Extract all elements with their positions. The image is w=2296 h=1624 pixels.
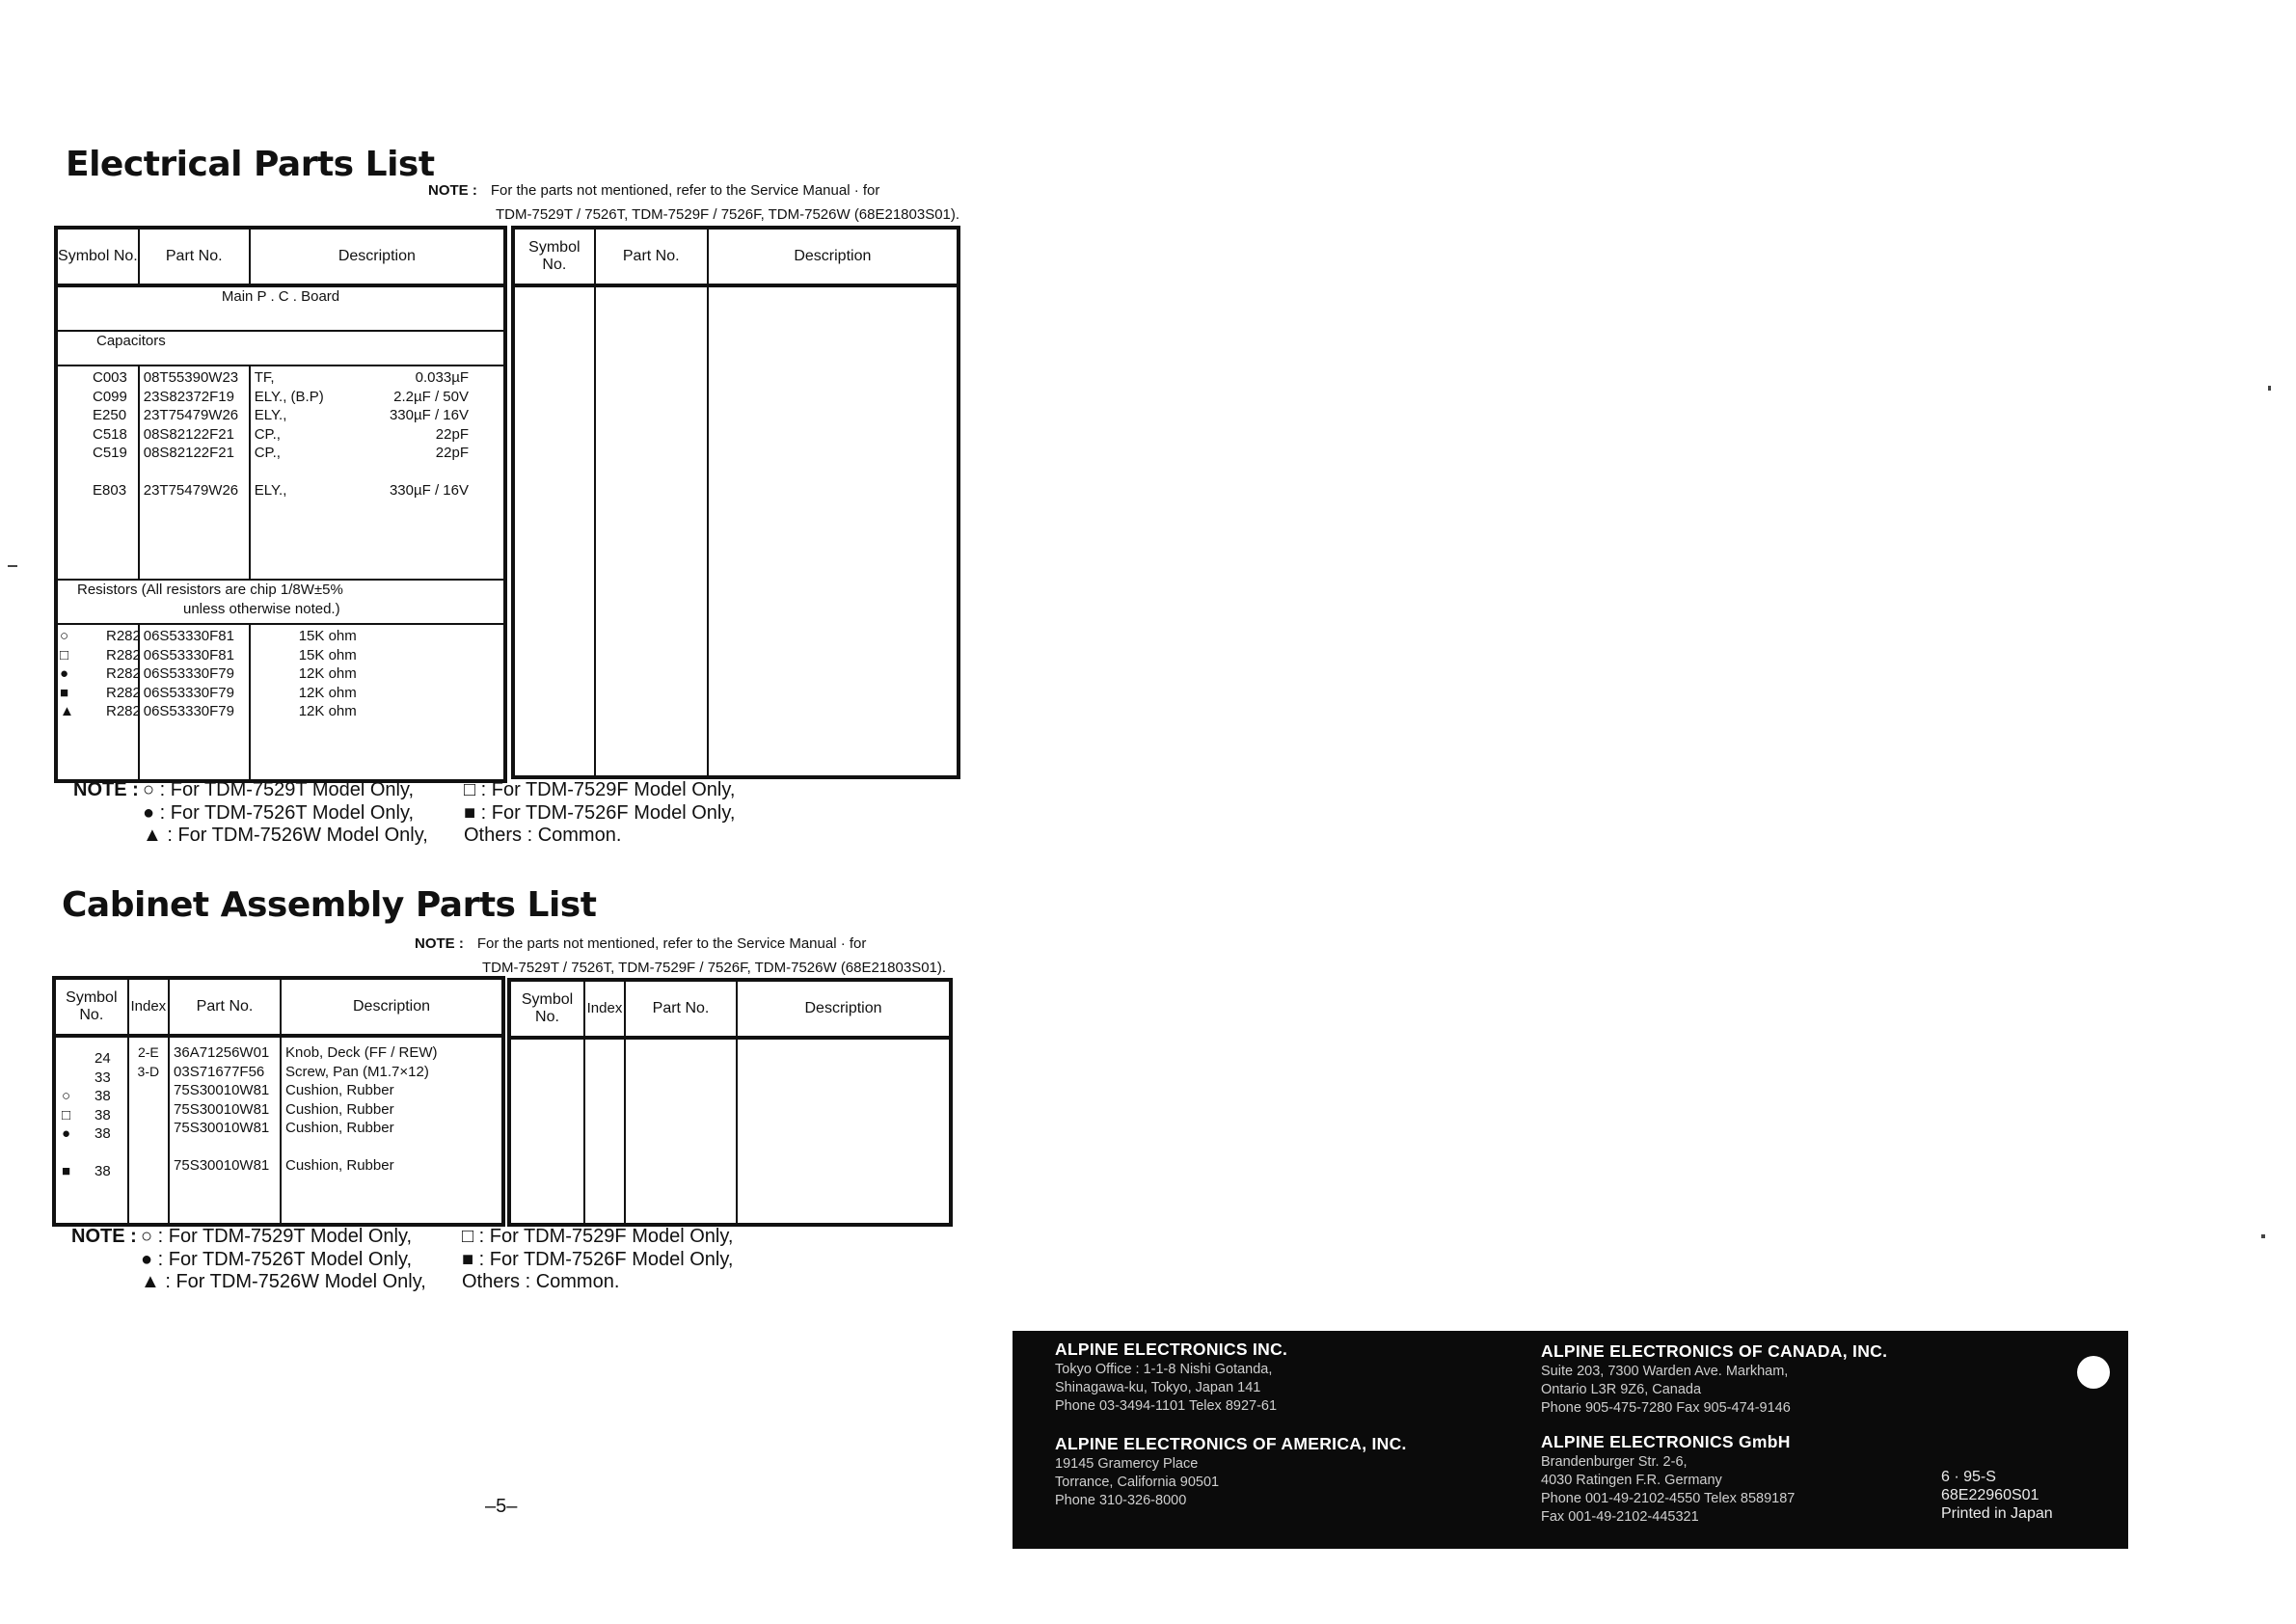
document-number: 68E22960S01: [1941, 1487, 2039, 1503]
legend-7529f: □ : For TDM-7529F Model Only,: [462, 1226, 734, 1247]
header-description-right: Description: [737, 980, 951, 1038]
cab-symbol: 38: [95, 1125, 111, 1142]
cab-part-no: 36A71256W01: [174, 1044, 270, 1061]
res-desc-col: [250, 624, 505, 781]
cabinet-note: [415, 932, 946, 980]
alpine-gmbh-address: [1541, 1431, 1795, 1527]
res-num-col: [56, 624, 139, 781]
cab-description: Cushion, Rubber: [285, 1082, 394, 1098]
header-description-right: Description: [708, 228, 959, 285]
cap-type: TF,: [254, 369, 275, 386]
cabinet-parts-table-right: [507, 978, 953, 1227]
address-line: Tokyo Office : 1-1-8 Nishi Gotanda,: [1055, 1362, 1273, 1377]
cab-index: [129, 1138, 168, 1157]
cap-symbol: C003: [93, 369, 127, 386]
cab-part-no: 75S30010W81: [174, 1100, 270, 1118]
cab-symbol: 38: [95, 1163, 111, 1179]
legend-label: NOTE :: [71, 1226, 137, 1247]
cab-symbol-cell: [56, 1106, 127, 1125]
address-line: 4030 Ratingen F.R. Germany: [1541, 1473, 1722, 1488]
cap-part-no: [144, 463, 249, 482]
cab-symbol-cell: [56, 1124, 127, 1144]
note-label: NOTE :: [415, 935, 464, 952]
cabinet-legend: [71, 1226, 733, 1294]
cap-block: [56, 365, 505, 580]
cap-description: [255, 425, 503, 445]
cabinet-parts-title: Cabinet Assembly Parts List: [62, 885, 597, 925]
header-part-no: Part No.: [139, 228, 250, 285]
cab-part-no: [174, 1138, 280, 1157]
cab-symbol: 38: [95, 1106, 111, 1123]
model-symbol-icon: ■: [62, 1163, 71, 1179]
cab-index-col: [128, 1036, 169, 1225]
address-line: Ontario L3R 9Z6, Canada: [1541, 1382, 1702, 1397]
cab-num-col: [54, 1036, 128, 1225]
cab-symbol-cell: [56, 1087, 127, 1106]
print-code: [1941, 1468, 2053, 1523]
res-value: 15K ohm: [298, 646, 357, 663]
margin-mark: [2261, 1234, 2265, 1238]
company-footer: [1013, 1331, 2128, 1549]
model-symbol-icon: ○: [60, 628, 69, 644]
electrical-parts-table-right: [511, 226, 960, 779]
electrical-parts-table: [54, 226, 507, 783]
res-block: [56, 624, 505, 781]
res-part-no: 06S53330F79: [143, 684, 234, 701]
res-symbol-cell: [60, 646, 141, 665]
header-symbol-right: Symbol No.: [509, 980, 584, 1038]
legend-common: Others : Common.: [462, 1271, 620, 1292]
cap-symbol: E803: [93, 482, 127, 499]
header-part-no: Part No.: [169, 978, 281, 1036]
cab-index: [129, 1156, 168, 1176]
cab-part-col: [169, 1036, 281, 1225]
cap-desc-col: [250, 365, 505, 580]
circle-mark-icon: [2077, 1356, 2110, 1389]
cap-num-col: [56, 365, 139, 580]
cab-part-no: 75S30010W81: [174, 1082, 270, 1098]
header-part-no-right: Part No.: [625, 980, 737, 1038]
cab-description: Screw, Pan (M1.7×12): [285, 1063, 429, 1080]
res-symbol-cell: [60, 627, 141, 646]
header-index: Index: [128, 978, 169, 1036]
model-symbol-icon: ○: [62, 1088, 71, 1104]
phone-line: Phone 001-49-2102-4550 Telex 8589187: [1541, 1491, 1796, 1506]
cap-type: ELY.,: [254, 482, 287, 499]
resistors-label-1: Resistors (All resistors are chip 1/8W±5%: [77, 582, 343, 598]
cap-description: [255, 388, 503, 407]
cap-part-no: 08S82122F21: [143, 425, 234, 443]
res-value: 12K ohm: [298, 665, 357, 682]
alpine-america-address: [1055, 1433, 1407, 1510]
page-number: –5–: [485, 1496, 518, 1517]
cabinet-parts-table: [52, 976, 505, 1227]
cab-symbol-cell: [56, 1162, 127, 1181]
cap-symbol: C099: [93, 388, 127, 405]
cap-value: 330µF / 16V: [389, 407, 469, 423]
cap-symbol: C519: [93, 445, 127, 461]
phone-line: Phone 905-475-7280 Fax 905-474-9146: [1541, 1400, 1791, 1416]
phone-line: Phone 310-326-8000: [1055, 1493, 1187, 1508]
cab-part-no: 03S71677F56: [174, 1063, 265, 1080]
cap-value: 0.033µF: [415, 369, 469, 386]
cap-part-no: 08T55390W23: [143, 369, 239, 386]
legend-7529f: □ : For TDM-7529F Model Only,: [464, 779, 736, 800]
cap-type: ELY., (B.P): [254, 388, 324, 405]
cap-description: [255, 368, 503, 388]
cap-part-no: 23T75479W26: [143, 407, 239, 423]
cap-type: CP.,: [254, 445, 281, 461]
cab-symbol: 38: [95, 1088, 111, 1104]
cap-symbol: [66, 463, 138, 482]
cab-index: [129, 1100, 168, 1120]
header-part-no-right: Part No.: [595, 228, 708, 285]
address-line: Torrance, California 90501: [1055, 1475, 1220, 1490]
electrical-parts-title: Electrical Parts List: [66, 145, 435, 184]
note-line2: TDM-7529T / 7526T, TDM-7529F / 7526F, TDM-7526W (68E21803S01).: [496, 206, 960, 223]
cab-block: [54, 1036, 503, 1225]
legend-common: Others : Common.: [464, 825, 622, 846]
cap-description: [255, 406, 503, 425]
header-index-right: Index: [584, 980, 625, 1038]
margin-mark: [8, 565, 17, 567]
cab-description: Cushion, Rubber: [285, 1157, 394, 1174]
cab-description: Knob, Deck (FF / REW): [285, 1044, 438, 1061]
cab-symbol-cell: [56, 1069, 127, 1088]
resistors-label-2: unless otherwise noted.): [183, 600, 340, 617]
cab-description: Cushion, Rubber: [285, 1120, 394, 1136]
resistors-label: [56, 580, 505, 624]
header-symbol: Symbol No.: [56, 228, 139, 285]
cab-part-no: 75S30010W81: [174, 1157, 270, 1174]
res-symbol: R282: [106, 665, 141, 682]
margin-mark: [2268, 386, 2271, 391]
print-date: 6 · 95-S: [1941, 1469, 1996, 1485]
model-symbol-icon: □: [60, 646, 69, 663]
legend-7526f: ■ : For TDM-7526F Model Only,: [464, 801, 736, 824]
capacitors-label: Capacitors: [56, 331, 505, 365]
model-symbol-icon: ▲: [60, 703, 74, 719]
cab-index: 3-D: [137, 1063, 160, 1079]
legend-7526f: ■ : For TDM-7526F Model Only,: [462, 1248, 734, 1270]
cab-description: [285, 1138, 501, 1157]
res-symbol-cell: [60, 664, 141, 684]
cap-type: ELY.,: [254, 407, 287, 423]
cap-symbol: E250: [93, 407, 127, 423]
note-line1: For the parts not mentioned, refer to the Service Manual · for: [490, 182, 880, 199]
note-line1: For the parts not mentioned, refer to the Service Manual · for: [476, 935, 867, 952]
note-label: NOTE :: [428, 182, 477, 199]
res-part-no: 06S53330F79: [143, 665, 234, 682]
res-part-no: 06S53330F81: [143, 628, 234, 644]
cab-description: Cushion, Rubber: [285, 1100, 394, 1118]
cab-symbol: 24: [95, 1050, 111, 1067]
address-line: Shinagawa-ku, Tokyo, Japan 141: [1055, 1380, 1261, 1395]
res-symbol-cell: [60, 684, 141, 703]
legend-7526t: ● : For TDM-7526T Model Only,: [141, 1248, 413, 1270]
res-symbol: R282: [106, 646, 141, 663]
legend-7529t: ○ : For TDM-7529T Model Only,: [141, 1226, 413, 1247]
alpine-inc-address: [1055, 1339, 1287, 1416]
alpine-canada-address: [1541, 1340, 1887, 1418]
address-line: 19145 Gramercy Place: [1055, 1456, 1199, 1472]
cab-index: [129, 1081, 168, 1100]
company-name: ALPINE ELECTRONICS GmbH: [1541, 1432, 1791, 1451]
fax-line: Fax 001-49-2102-445321: [1541, 1509, 1699, 1525]
cab-index: 2-E: [137, 1044, 159, 1060]
electrical-note: [428, 178, 959, 227]
cab-symbol-cell: [56, 1049, 127, 1069]
cap-value: 22pF: [435, 425, 469, 443]
res-part-no: 06S53330F79: [143, 703, 234, 719]
address-line: Brandenburger Str. 2-6,: [1541, 1454, 1688, 1470]
header-symbol: Symbol No.: [54, 978, 128, 1036]
cap-description: [255, 463, 503, 482]
cap-part-no: 08S82122F21: [143, 445, 234, 461]
model-symbol-icon: ●: [60, 665, 69, 682]
cap-part-no: 23T75479W26: [143, 482, 239, 499]
header-symbol-right: Symbol No.: [513, 228, 595, 285]
cab-index: [129, 1119, 168, 1138]
cap-description: [255, 481, 503, 501]
model-symbol-icon: ●: [62, 1125, 71, 1142]
model-symbol-icon: □: [62, 1106, 71, 1123]
res-part-no: 06S53330F81: [143, 646, 234, 663]
res-symbol: R282: [106, 703, 141, 719]
res-symbol: R282: [106, 684, 141, 701]
address-line: Suite 203, 7300 Warden Ave. Markham,: [1541, 1364, 1789, 1379]
company-name: ALPINE ELECTRONICS OF CANADA, INC.: [1541, 1341, 1888, 1361]
legend-7526w: ▲ : For TDM-7526W Model Only,: [143, 825, 428, 846]
cap-part-no: 23S82372F19: [143, 388, 234, 405]
res-symbol-cell: [60, 702, 141, 721]
legend-7526t: ● : For TDM-7526T Model Only,: [143, 801, 415, 824]
cap-value: 330µF / 16V: [389, 482, 469, 499]
company-name: ALPINE ELECTRONICS INC.: [1055, 1340, 1288, 1359]
electrical-legend: [73, 779, 735, 848]
note-line2: TDM-7529T / 7526T, TDM-7529F / 7526F, TDM-7526W (68E21803S01).: [482, 960, 947, 976]
cab-part-no: 75S30010W81: [174, 1120, 270, 1136]
header-description: Description: [281, 978, 503, 1036]
cap-type: CP.,: [254, 425, 281, 443]
model-symbol-icon: ■: [60, 684, 69, 701]
cap-part-col: [139, 365, 250, 580]
board-name: Main P . C . Board: [56, 285, 505, 331]
cap-description: [255, 444, 503, 463]
header-description: Description: [250, 228, 505, 285]
legend-7529t: ○ : For TDM-7529T Model Only,: [143, 779, 415, 800]
cap-value: 2.2µF / 50V: [393, 388, 469, 405]
phone-line: Phone 03-3494-1101 Telex 8927-61: [1055, 1398, 1278, 1414]
cab-desc-col: [281, 1036, 503, 1225]
legend-7526w: ▲ : For TDM-7526W Model Only,: [141, 1271, 426, 1292]
company-name: ALPINE ELECTRONICS OF AMERICA, INC.: [1055, 1434, 1407, 1453]
cab-symbol-cell: [56, 1144, 127, 1163]
cab-symbol: 33: [95, 1069, 111, 1086]
legend-label: NOTE :: [73, 779, 139, 800]
res-value: 12K ohm: [298, 703, 357, 719]
res-value: 12K ohm: [298, 684, 357, 701]
res-symbol: R282: [106, 628, 141, 644]
res-part-col: [139, 624, 250, 781]
printed-in: Printed in Japan: [1941, 1505, 2053, 1522]
res-value: 15K ohm: [298, 628, 357, 644]
cap-value: 22pF: [435, 445, 469, 461]
cap-symbol: C518: [93, 425, 127, 443]
